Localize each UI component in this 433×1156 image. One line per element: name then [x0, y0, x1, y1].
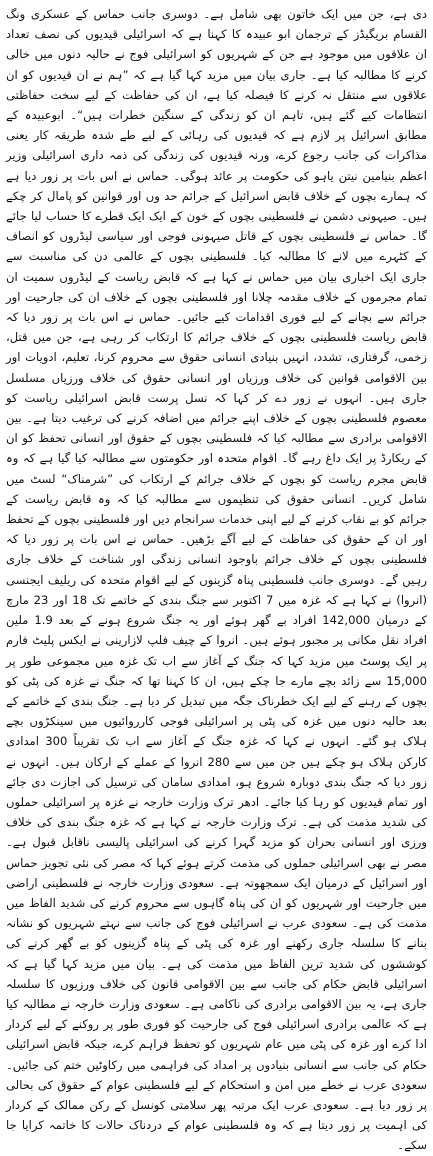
article-body — [6, 4, 428, 1153]
article-paragraph: دی ہے، جن میں ایک خاتون بھی شامل ہے۔ دوسری جانب حماس کے عسکری ونگ القسام بریگیڈز کے ترجمان ابو عبیدہ کا کہنا ہے کہ اسرائیلی قیدیوں کی نصف تعداد ان علاقوں میں موجود ہے جن کے شہریوں کو اسرائیلی فوج نے حالیہ دنوں میں خالی کرنے کا مطالبہ کیا ہے۔ جاری بیان میں مزید کہا گیا ہے کہ ”ہم نے ان قیدیوں کو ان علاقوں سے منتقل نہ کرنے کا فیصلہ کیا ہے، ان کی حفاظت کے لیے سخت حفاظتی انتظامات کیے گئے ہیں، تاہم ان کو زندگی کے سنگین خطرات ہیں“۔ ابوعبیدہ کے مطابق اسرائیل پر لازم ہے کہ قیدیوں کی رہائی کے لیے طے شدہ طریقہ کار یعنی مذاکرات کی جانب رجوع کرے، ورنہ قیدیوں کی زندگی کی ذمہ داری اسرائیلی وزیر اعظم بنیامین نیتن یاہو کی حکومت پر عائد ہوگی۔ حماس نے اس بات پر زور دیا ہے کہ ہمارے بچوں کے خلاف قابض اسرائیل کے جرائم حد وں اور قوانین کو پامال کر چکے ہیں۔ صیہونی دشمن نے فلسطینی بچوں کے خون کے ایک ایک قطرے کا حساب لیا جائے گا۔ حماس نے فلسطینی بچوں کے قاتل صیہونی فوجی اور سیاسی لیڈروں کو انصاف کے کٹہرے میں لانے کا مطالبہ کیا۔ فلسطینی بچوں کے عالمی دن کی مناسبت سے جاری ایک اخباری بیان میں حماس نے کہا ہے کہ قابض ریاست کے لیڈروں سمیت ان تمام مجرموں کے خلاف مقدمہ چلانا اور فلسطینی بچوں کے خلاف ان کی جارحیت اور جرائم سے بچانے کے لیے فوری اقدامات کیے جائیں۔ حماس نے اس بات پر زور دیا کہ قابض ریاست فلسطینی بچوں کے خلاف جرائم کا ارتکاب کر رہی ہے، جن میں قتل، زخمی، گرفتاری، تشدد، انہیں بنیادی انسانی حقوق سے محروم کرنا، تعلیم، ادویات اور بین الاقوامی قوانین کی خلاف ورزیاں اور انسانی حقوق کی خلاف ورزیاں مسلسل جاری ہیں۔ انہوں نے زور دے کر کہا کہ نسل پرست قابض اسرائیلی ریاست کو معصوم فلسطینی بچوں کے خلاف اپنے جرائم میں اضافہ کرنے کی ترغیب دیتا ہے۔ بین الاقوامی برادری سے مطالبہ کیا کہ فلسطینی بچوں کے حقوق اور انسانی تحفظ کو ان کے ریکارڈ پر ایک داغ رہے گا۔ اقوام متحدہ اور حکومتوں سے مطالبہ کیا گیا ہے کہ وہ قابض مجرم ریاست کو بچوں کے خلاف جرائم کے ارتکاب کی ”شرمناک“ لسٹ میں شامل کریں۔ انسانی حقوق کی تنظیموں سے مطالبہ کیا کہ وہ قابض ریاست کے جرائم کو بے نقاب کرنے کے لیے اپنی خدمات سرانجام دیں اور فلسطینی بچوں کے تحفظ اور ان کے حقوق کی حفاظت کے لیے آگے بڑھیں۔ حماس نے اس بات پر زور دیا کہ فلسطینی بچوں کے خلاف جرائم باوجود انسانی زندگی اور شناخت کے خلاف جاری رہیں گے۔ دوسری جانب فلسطینی پناہ گزینوں کے لیے اقوام متحدہ کی ریلیف ایجنسی (انروا) نے کہا ہے کہ غزہ میں 7 اکتوبر سے جنگ بندی کے خاتمے تک 18 اور 23 مارچ کے درمیان 142,000 افراد بے گھر ہوئے اور یہ جنگ شروع ہونے کے بعد 1.9 ملین افراد نقل مکانی پر مجبور ہوئے ہیں۔ انروا کے چیف فلپ لازارینی نے ایکس پلیٹ فارم پر ایک پوسٹ میں مزید کہا کہ جنگ کے آغاز سے اب تک غزہ میں مجموعی طور پر 15,000 سے زائد بچے مارے جا چکے ہیں، ان کا کہنا تھا کہ جنگ نے غزہ کی پٹی کو بچوں کے رہنے کے لیے ایک خطرناک جگہ میں تبدیل کر دیا ہے۔ جنگ بندی کے خاتمے کے بعد حالیہ دنوں میں غزہ کی پٹی پر اسرائیلی فوجی کارروائیوں میں سینکڑوں بچے ہلاک ہو گئے۔ انہوں نے کہا کہ غزہ جنگ کے آغاز سے اب تک تقریباً 300 امدادی کارکن ہلاک ہو چکے ہیں جن میں سے 280 انروا کے عملے کے ارکان ہیں۔ انہوں نے زور دیا کہ جنگ بندی دوبارہ شروع ہو، امدادی سامان کی ترسیل کی اجازت دی جائے اور تمام قیدیوں کو رہا کیا جائے۔ ادھر ترک وزارت خارجہ نے غزہ پر اسرائیلی حملوں کی شدید مذمت کی ہے۔ ترک وزارت خارجہ نے کہا ہے کہ غزہ جنگ بندی کی خلاف ورزی اور انسانی بحران کو مزید گہرا کرنے کی اسرائیلی پالیسی ناقابل قبول ہے۔ مصر نے بھی اسرائیلی حملوں کی مذمت کرتے ہوئے کہا کہ مصر کی نئی تجویز حماس اور اسرائیل کے درمیان ایک سمجھوتہ ہے۔ سعودی وزارت خارجہ نے فلسطینی اراضی میں جارحیت اور شہریوں کو ان کی پناہ گاہوں سے محروم کرنے کی شدید الفاظ میں مذمت کی ہے۔ سعودی عرب نے اسرائیلی فوج کی جانب سے نہتے شہریوں کو نشانہ بنانے کا سلسلہ جاری رکھنے اور غزہ کی پٹی کے پناہ گزینوں کو بے گھر کرنے کی کوششوں کی شدید ترین الفاظ میں مذمت کی ہے۔ بیان میں مزید کہا گیا ہے کہ اسرائیلی قابض حکام کی جانب سے بین الاقوامی قانون کی خلاف ورزیوں کا سلسلہ جاری ہے، یہ بین الاقوامی برادری کی ناکامی ہے۔ سعودی وزارت خارجہ نے مطالبہ کیا ہے کہ عالمی برادری اسرائیلی فوج کی جارحیت کو فوری طور پر روکنے کے لیے کردار ادا کرے اور غزہ کی پٹی میں عام شہریوں کو تحفظ فراہم کرے، جبکہ قابض اسرائیلی حکام کی جانب سے انسانی بنیادوں پر امداد کی فراہمی میں رکاوٹیں ختم کی جائیں۔ سعودی عرب نے خطے میں امن و استحکام کے لیے فلسطینی عوام کے حقوق کی بحالی پر زور دیا ہے۔ سعودی عرب ایک مرتبہ پھر سلامتی کونسل کے رکن ممالک کے کردار کی اہمیت پر زور دیتا ہے کہ وہ فلسطینی عوام کے دردناک حالات کا خاتمہ کرایا جا سکے۔ — [6, 7, 428, 1153]
